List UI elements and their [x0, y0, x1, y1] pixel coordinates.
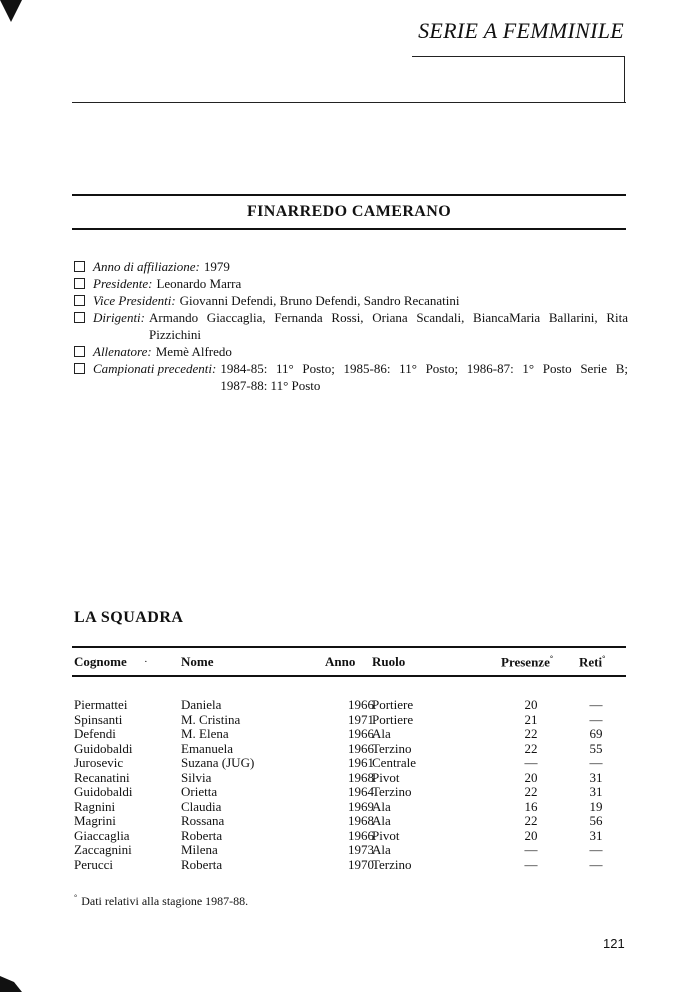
- cell-nome: Rossana: [181, 813, 225, 828]
- cell-cognome: Perucci: [74, 856, 113, 872]
- cell-cognome: Defendi: [74, 726, 116, 741]
- cell-ruolo: Ala: [372, 726, 391, 741]
- cell-reti: 69: [589, 726, 603, 741]
- column-header-reti: [579, 654, 605, 670]
- cell-presenze: 22: [524, 784, 538, 799]
- cell-ruolo: Portiere: [372, 697, 414, 712]
- cell-nome: Silvia: [181, 769, 212, 785]
- info-value-line: 1984-85: 11° Posto; 1985-86: 11° Posto; 1986-87: 1° Posto Serie B;: [220, 361, 628, 376]
- squad-table-body: [74, 698, 626, 872]
- degree-mark: °: [602, 654, 606, 663]
- team-name: FINARREDO CAMERANO: [246, 203, 452, 220]
- info-value-line: Armando Giaccaglia, Fernanda Rossi, Oriana Scandali, BiancaMaria Ballarini, Rita: [149, 310, 628, 325]
- info-value: [220, 360, 628, 394]
- info-label: Presidente:: [93, 276, 153, 291]
- cell-reti: —: [589, 711, 603, 727]
- cell-cognome: Magrini: [74, 813, 116, 828]
- info-item-president: [74, 275, 628, 292]
- cell-reti: 31: [589, 769, 603, 785]
- info-value: Giovanni Defendi, Bruno Defendi, Sandro Recanatini: [179, 293, 460, 308]
- cell-ruolo: Portiere: [372, 711, 414, 727]
- info-item-vice-presidents: [74, 292, 628, 309]
- info-label: Campionati precedenti:: [93, 361, 217, 376]
- cell-nome: Roberta: [181, 827, 223, 843]
- column-header-anno: Anno: [325, 654, 356, 669]
- info-item-directors: [74, 309, 628, 343]
- cell-nome: M. Elena: [181, 726, 229, 741]
- cell-reti: —: [589, 755, 603, 770]
- table-row: [74, 800, 626, 815]
- cell-anno: 1966: [348, 697, 374, 712]
- cell-ruolo: Centrale: [372, 755, 417, 770]
- cell-ruolo: Ala: [372, 842, 391, 857]
- cell-ruolo: Pivot: [372, 769, 400, 785]
- info-item-previous-championships: [74, 360, 628, 394]
- table-row: [74, 698, 626, 713]
- info-value: [149, 309, 628, 343]
- cell-cognome: Piermattei: [74, 697, 128, 712]
- footnote-text: Dati relativi alla stagione 1987-88.: [81, 894, 249, 908]
- cell-anno: 1966: [348, 726, 374, 741]
- table-row: [74, 843, 626, 858]
- cell-anno: 1961: [348, 755, 374, 770]
- info-label: Vice Presidenti:: [93, 293, 176, 308]
- footnote-mark: °: [74, 893, 78, 902]
- table-row: [74, 756, 626, 771]
- table-rule-header: [72, 675, 626, 677]
- cell-presenze: 20: [524, 769, 538, 785]
- info-value: 1979: [203, 259, 230, 274]
- header-frame: [412, 56, 625, 103]
- cell-anno: 1966: [348, 827, 374, 843]
- info-value-line: 1987-88: 11° Posto: [220, 378, 321, 393]
- cell-nome: Suzana (JUG): [181, 755, 255, 770]
- team-info-list: [74, 258, 628, 394]
- squad-heading: LA SQUADRA: [74, 609, 184, 626]
- info-value-line: Pizzichini: [149, 327, 201, 342]
- info-value: Leonardo Marra: [156, 276, 242, 291]
- table-row: [74, 742, 626, 757]
- degree-mark: °: [549, 654, 554, 663]
- info-value: Memè Alfredo: [155, 344, 232, 359]
- team-rule-top: [72, 194, 626, 196]
- table-row: [74, 829, 626, 844]
- cell-reti: 55: [589, 740, 603, 756]
- cell-presenze: 20: [524, 697, 538, 712]
- checkbox-icon: [74, 261, 85, 272]
- cell-anno: 1971: [348, 711, 374, 727]
- checkbox-icon: [74, 278, 85, 289]
- cell-cognome: Ragnini: [74, 798, 116, 814]
- cell-nome: M. Cristina: [181, 711, 241, 727]
- cell-presenze: 20: [524, 827, 538, 843]
- checkbox-icon: [74, 363, 85, 374]
- cell-anno: 1968: [348, 813, 374, 828]
- cell-ruolo: Terzino: [372, 740, 412, 756]
- info-label: Anno di affiliazione:: [93, 259, 200, 274]
- table-row: [74, 814, 626, 829]
- cell-cognome: Jurosevic: [74, 755, 124, 770]
- cell-nome: Orietta: [181, 784, 218, 799]
- header-rule: [72, 102, 626, 103]
- cell-presenze: 22: [524, 740, 538, 756]
- cell-cognome: Spinsanti: [74, 711, 123, 727]
- column-header-presenze-label: Presenze: [501, 654, 550, 670]
- cell-cognome: Guidobaldi: [74, 740, 133, 756]
- info-item-coach: [74, 343, 628, 360]
- cell-anno: 1964: [348, 784, 374, 799]
- cell-nome: Emanuela: [181, 740, 233, 756]
- cell-ruolo: Pivot: [372, 827, 400, 843]
- table-row: [74, 727, 626, 742]
- cell-cognome: Giaccaglia: [74, 827, 130, 843]
- checkbox-icon: [74, 312, 85, 323]
- column-header-ruolo: Ruolo: [372, 654, 406, 669]
- cell-presenze: 22: [524, 726, 538, 741]
- table-row: [74, 785, 626, 800]
- cell-ruolo: Ala: [372, 813, 391, 828]
- scan-corner-mark-top: [0, 0, 22, 22]
- cell-cognome: Guidobaldi: [74, 784, 133, 799]
- checkbox-icon: [74, 295, 85, 306]
- info-item-affiliation: [74, 258, 628, 275]
- checkbox-icon: [74, 346, 85, 357]
- info-label: Allenatore:: [93, 344, 152, 359]
- cell-presenze: 21: [524, 711, 538, 727]
- scan-corner-mark-bottom: [0, 972, 22, 992]
- column-header-reti-label: Reti: [579, 654, 603, 670]
- cell-cognome: Recanatini: [74, 769, 130, 785]
- team-rule-bottom: [72, 228, 626, 230]
- cell-ruolo: Ala: [372, 798, 391, 814]
- cell-nome: Milena: [181, 842, 218, 857]
- column-header-nome: Nome: [181, 654, 214, 669]
- info-label: Dirigenti:: [93, 310, 145, 325]
- cell-reti: —: [589, 697, 603, 712]
- cell-reti: 31: [589, 827, 603, 843]
- cell-anno: 1966: [348, 740, 374, 756]
- cell-reti: 56: [589, 813, 603, 828]
- cell-anno: 1973: [348, 842, 374, 857]
- table-row: [74, 713, 626, 728]
- cell-cognome: Zaccagnini: [74, 842, 132, 857]
- cell-nome: Claudia: [181, 798, 222, 814]
- cell-presenze: 16: [524, 798, 538, 814]
- cell-reti: 31: [589, 784, 603, 799]
- cell-presenze: —: [524, 856, 538, 872]
- cell-anno: 1968: [348, 769, 374, 785]
- cell-anno: 1970: [348, 856, 374, 872]
- column-header-cognome: Cognome: [74, 654, 127, 669]
- cell-reti: 19: [589, 798, 603, 814]
- cell-anno: 1969: [348, 798, 374, 814]
- section-title: SERIE A FEMMINILE: [418, 18, 624, 43]
- cell-presenze: —: [524, 842, 538, 857]
- footnote: [74, 893, 248, 909]
- cell-ruolo: Terzino: [372, 784, 412, 799]
- column-header-dot: ·: [144, 656, 148, 668]
- cell-reti: —: [589, 856, 603, 872]
- cell-nome: Roberta: [181, 856, 223, 872]
- table-row: [74, 771, 626, 786]
- cell-reti: —: [589, 842, 603, 857]
- cell-presenze: —: [524, 755, 538, 770]
- column-header-presenze: [501, 654, 553, 670]
- cell-presenze: 22: [524, 813, 538, 828]
- table-rule-top: [72, 646, 626, 648]
- cell-nome: Daniela: [181, 697, 222, 712]
- page-number: 121: [603, 936, 625, 951]
- table-row: [74, 858, 626, 873]
- cell-ruolo: Terzino: [372, 856, 412, 872]
